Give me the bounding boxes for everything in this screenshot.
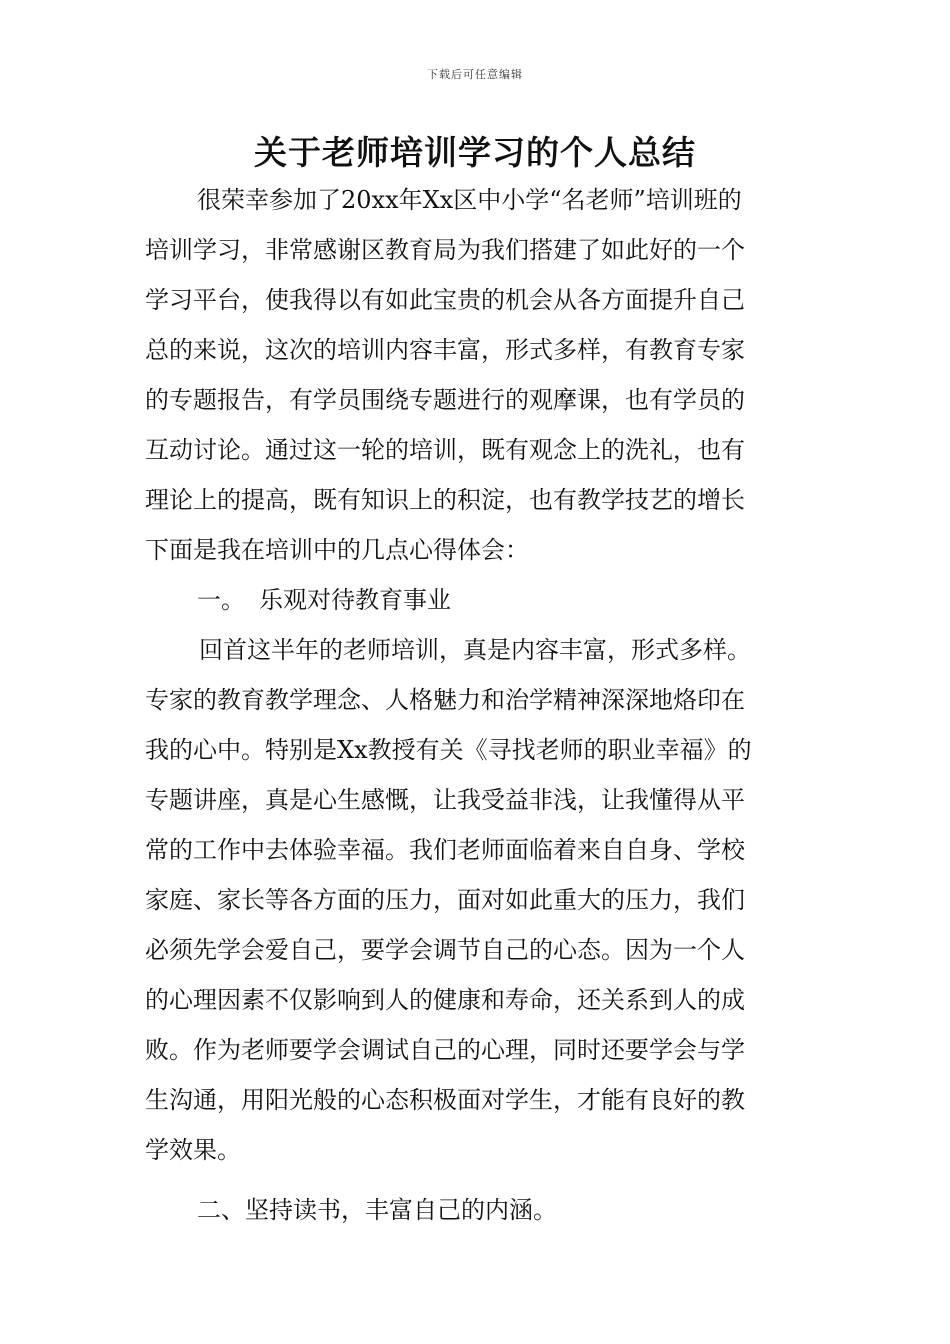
paragraph-line: 必须先学会爱自己，要学会调节自己的心态。因为一个人 <box>145 936 745 964</box>
paragraph-line: 总的来说，这次的培训内容丰富，形式多样，有教育专家 <box>145 336 745 364</box>
paragraph-line: 常的工作中去体验幸福。我们老师面临着来自自身、学校 <box>145 836 745 864</box>
paragraph-line: 专家的教育教学理念、人格魅力和治学精神深深地烙印在 <box>145 686 745 714</box>
header-note: 下载后可任意编辑 <box>427 68 523 81</box>
paragraph-line: 很荣幸参加了20xx年Xx区中小学“名老师”培训班的 <box>197 186 742 214</box>
paragraph-line: 我的心中。特别是Xx教授有关《寻找老师的职业幸福》的 <box>145 736 752 764</box>
paragraph-line: 理论上的提高，既有知识上的积淀，也有教学技艺的增长 <box>145 486 745 514</box>
paragraph-line: 败。作为老师要学会调试自己的心理，同时还要学会与学 <box>145 1036 745 1064</box>
section-number: 一。 <box>197 586 245 614</box>
paragraph-line: 的专题报告，有学员围绕专题进行的观摩课，也有学员的 <box>145 386 745 414</box>
paragraph-line: 家庭、家长等各方面的压力，面对如此重大的压力，我们 <box>145 886 745 914</box>
section-heading-1 <box>145 575 807 625</box>
paragraph-line: 互动讨论。通过这一轮的培训，既有观念上的洗礼，也有 <box>145 436 745 464</box>
paragraph-line: 学效果。 <box>145 1136 241 1164</box>
paragraph-line: 下面是我在培训中的几点心得体会： <box>145 536 529 564</box>
paragraph-line: 生沟通，用阳光般的心态积极面对学生，才能有良好的教 <box>145 1086 745 1114</box>
paragraph-line: 学习平台，使我得以有如此宝贵的机会从各方面提升自己 <box>145 286 745 314</box>
paragraph-line: 专题讲座，真是心生感慨，让我受益非浅，让我懂得从平 <box>145 786 745 814</box>
document-title: 关于老师培训学习的个人总结 <box>254 133 696 172</box>
paragraph-line: 培训学习，非常感谢区教育局为我们搭建了如此好的一个 <box>145 236 745 264</box>
paragraph-line: 的心理因素不仅影响到人的健康和寿命，还关系到人的成 <box>145 986 745 1014</box>
document-body <box>145 175 807 1235</box>
section-heading-text: 乐观对待教育事业 <box>259 586 451 614</box>
section-heading-2: 二、坚持读书，丰富自己的内涵。 <box>197 1196 557 1224</box>
paragraph-line: 回首这半年的老师培训，真是内容丰富，形式多样。 <box>199 636 751 664</box>
